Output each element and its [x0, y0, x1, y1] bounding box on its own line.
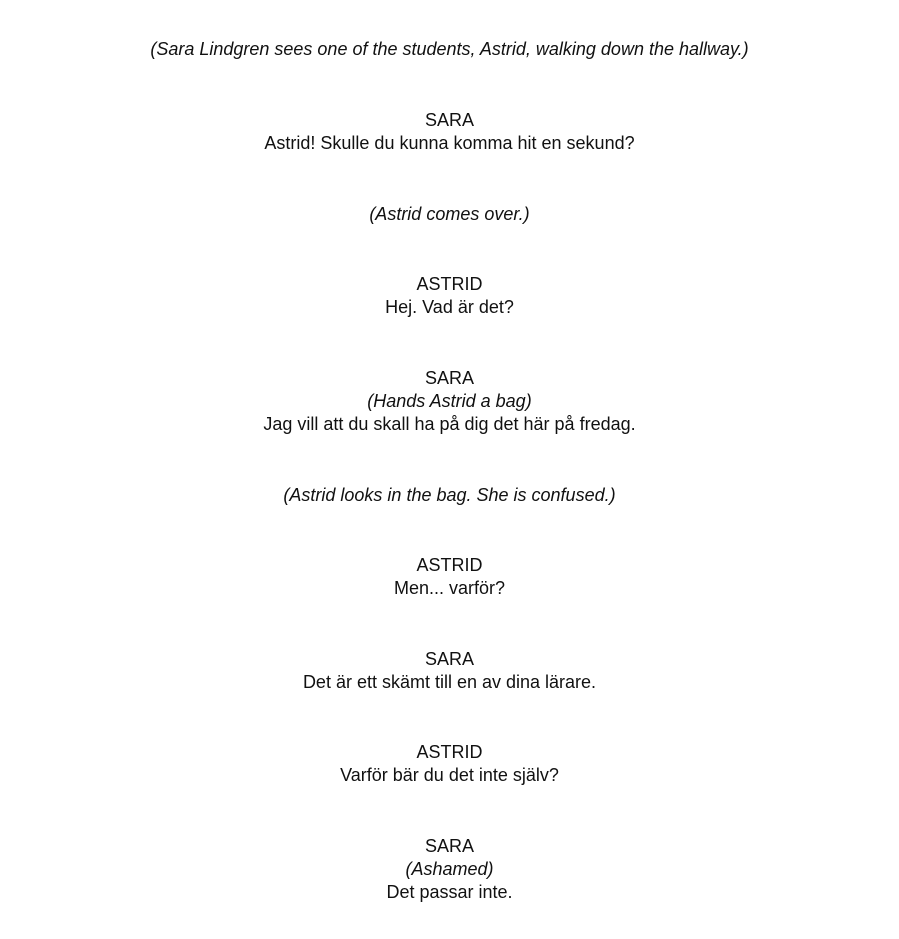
stage-direction: (Sara Lindgren sees one of the students, Astrid, walking down the hallway.) — [150, 39, 749, 59]
character-name: SARA — [424, 110, 475, 130]
character-name: SARA — [424, 836, 475, 856]
dialogue-line: Jag vill att du skall ha på dig det här på fredag. — [263, 414, 636, 434]
parenthetical: (Ashamed) — [405, 859, 494, 879]
stage-direction: (Astrid looks in the bag. She is confused.) — [283, 485, 616, 505]
dialogue-line: Det är ett skämt till en av dina lärare. — [302, 672, 597, 692]
dialogue-line: Varför bär du det inte själv? — [340, 765, 559, 785]
character-name: ASTRID — [416, 742, 483, 762]
character-name: SARA — [424, 649, 475, 669]
dialogue-line: Hej. Vad är det? — [385, 297, 514, 317]
parenthetical: (Hands Astrid a bag) — [367, 391, 532, 411]
character-name: ASTRID — [416, 274, 483, 294]
dialogue-line: Det passar inte. — [386, 882, 513, 902]
stage-direction: (Astrid comes over.) — [369, 204, 530, 224]
dialogue-line: Men... varför? — [393, 578, 506, 598]
character-name: SARA — [424, 368, 475, 388]
character-name: ASTRID — [416, 555, 483, 575]
dialogue-line: Astrid! Skulle du kunna komma hit en sekund? — [264, 133, 635, 153]
